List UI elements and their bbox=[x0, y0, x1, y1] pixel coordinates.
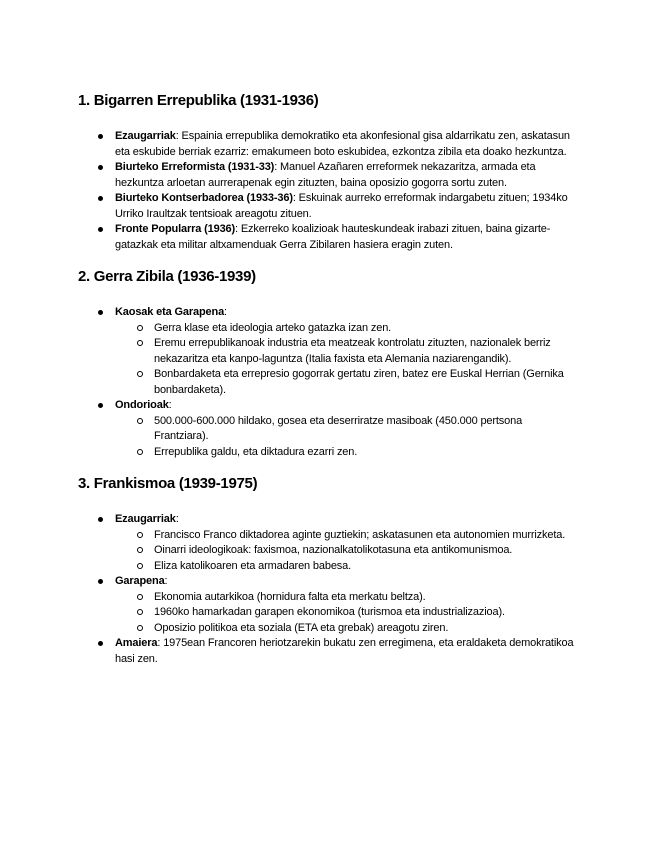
list-item: Ezaugarriak: Espainia errepublika demokratiko eta akonfesional gisa aldarrikatu zen, askatasun eta eskubide berriak ezarriz: emakumeen boto eskubidea, ezkontza zibila eta doako hezkuntza. bbox=[115, 129, 578, 160]
section-gerra-zibila bbox=[78, 267, 578, 460]
section-bigarren-errepublika bbox=[78, 91, 578, 253]
list-item: Amaiera: 1975ean Francoren heriotzarekin bukatu zen erregimena, eta eraldaketa demokratikoa hasi zen. bbox=[115, 636, 578, 667]
item-label: Biurteko Erreformista (1931-33) bbox=[115, 161, 275, 173]
item-label: Ezaugarriak bbox=[115, 513, 176, 525]
sub-list-item: Gerra klase eta ideologia arteko gatazka izan zen. bbox=[154, 321, 578, 337]
item-label: Biurteko Kontserbadorea (1933-36) bbox=[115, 192, 293, 204]
sub-list-item: Oposizio politikoa eta soziala (ETA eta grebak) areagotu ziren. bbox=[154, 621, 578, 637]
list-item: Garapena: Ekonomia autarkikoa (hornidura falta eta merkatu beltza). 1960ko hamarkadan garapen ekonomikoa (turismoa eta industrializazioa). Oposizio politikoa eta soziala (ETA eta grebak) areagotu ziren. bbox=[115, 574, 578, 636]
sub-bullet-list bbox=[115, 321, 578, 399]
bullet-list bbox=[78, 305, 578, 460]
sub-list-item: Eliza katolikoaren eta armadaren babesa. bbox=[154, 559, 578, 575]
bullet-list bbox=[78, 512, 578, 667]
list-item: Ezaugarriak: Francisco Franco diktadorea aginte guztiekin; askatasunen eta autonomien murrizketa. Oinarri ideologikoak: faxismoa, nazionalkatolikotasuna eta antikomunismoa. Eliza katolikoaren eta armadaren babesa. bbox=[115, 512, 578, 574]
item-label: Amaiera bbox=[115, 637, 158, 649]
sub-list-item: Oinarri ideologikoak: faxismoa, nazionalkatolikotasuna eta antikomunismoa. bbox=[154, 543, 578, 559]
sub-list-item: Eremu errepublikanoak industria eta meatzeak kontrolatu zituzten, nazionalek berriz nekazaritza eta kanpo-laguntza (Italia faxista eta Alemania naziarengandik). bbox=[154, 336, 578, 367]
section-heading: 2. Gerra Zibila (1936-1939) bbox=[78, 268, 256, 285]
item-label: Ondorioak bbox=[115, 399, 169, 411]
item-label: Garapena bbox=[115, 575, 165, 587]
section-frankismoa bbox=[78, 474, 578, 667]
item-text: Ezkerreko koalizioak hauteskundeak irabazi zituen, baina gizarte-gatazkak eta militar altxamenduak Gerra Zibilaren hasiera eragin zuten. bbox=[115, 223, 551, 251]
list-item: Biurteko Kontserbadorea (1933-36): Eskuinak aurreko erreformak indargabetu zituen; 1934ko Urriko Iraultzak tentsioak areagotu zituen. bbox=[115, 191, 578, 222]
sub-bullet-list bbox=[115, 414, 578, 461]
item-text: Eskuinak aurreko erreformak indargabetu zituen; 1934ko Urriko Iraultzak tentsioak areagotu zituen. bbox=[115, 192, 568, 220]
item-label: Fronte Popularra (1936) bbox=[115, 223, 236, 235]
item-text: Espainia errepublika demokratiko eta akonfesional gisa aldarrikatu zen, askatasun eta eskubide berriak ezarriz: emakumeen boto eskubidea, ezkontza zibila eta doako hezkuntza. bbox=[115, 130, 570, 158]
sub-list-item: Ekonomia autarkikoa (hornidura falta eta merkatu beltza). bbox=[154, 590, 578, 606]
section-heading: 1. Bigarren Errepublika (1931-1936) bbox=[78, 92, 319, 109]
sub-bullet-list bbox=[115, 528, 578, 575]
list-item: Ondorioak: 500.000-600.000 hildako, gosea eta deserriratze masiboak (450.000 pertsona Frantziara). Errepublika galdu, eta diktadura ezarri zen. bbox=[115, 398, 578, 460]
document-content bbox=[78, 91, 578, 681]
item-label: Kaosak eta Garapena bbox=[115, 306, 225, 318]
item-text: 1975ean Francoren heriotzarekin bukatu zen erregimena, eta eraldaketa demokratikoa hasi zen. bbox=[115, 637, 574, 665]
sub-list-item: 500.000-600.000 hildako, gosea eta deserriratze masiboak (450.000 pertsona Frantziara). bbox=[154, 414, 578, 445]
item-label: Ezaugarriak bbox=[115, 130, 176, 142]
item-text: Manuel Azañaren erreformek nekazaritza, armada eta hezkuntza arloetan aurrerapenak egin zituzten, baina oposizio gogorra sortu zuten. bbox=[115, 161, 536, 189]
sub-list-item: Errepublika galdu, eta diktadura ezarri zen. bbox=[154, 445, 578, 461]
sub-bullet-list bbox=[115, 590, 578, 637]
sub-list-item: 1960ko hamarkadan garapen ekonomikoa (turismoa eta industrializazioa). bbox=[154, 605, 578, 621]
list-item: Kaosak eta Garapena: Gerra klase eta ideologia arteko gatazka izan zen. Eremu errepublikanoak industria eta meatzeak kontrolatu zituzten, nazionalek berriz nekazaritza eta kanpo-laguntza (Italia faxista eta Alemania naziarengandik). Bonbardaketa eta errepresio gogorrak gertatu ziren, batez ere Euskal Herrian (Gernika bonbardaketa). bbox=[115, 305, 578, 398]
list-item: Fronte Popularra (1936): Ezkerreko koalizioak hauteskundeak irabazi zituen, baina gizarte-gatazkak eta militar altxamenduak Gerra Zibilaren hasiera eragin zuten. bbox=[115, 222, 578, 253]
bullet-list bbox=[78, 129, 578, 253]
list-item: Biurteko Erreformista (1931-33): Manuel Azañaren erreformek nekazaritza, armada eta hezkuntza arloetan aurrerapenak egin zituzten, baina oposizio gogorra sortu zuten. bbox=[115, 160, 578, 191]
section-heading: 3. Frankismoa (1939-1975) bbox=[78, 475, 258, 492]
sub-list-item: Francisco Franco diktadorea aginte guztiekin; askatasunen eta autonomien murrizketa. bbox=[154, 528, 578, 544]
sub-list-item: Bonbardaketa eta errepresio gogorrak gertatu ziren, batez ere Euskal Herrian (Gernika bonbardaketa). bbox=[154, 367, 578, 398]
